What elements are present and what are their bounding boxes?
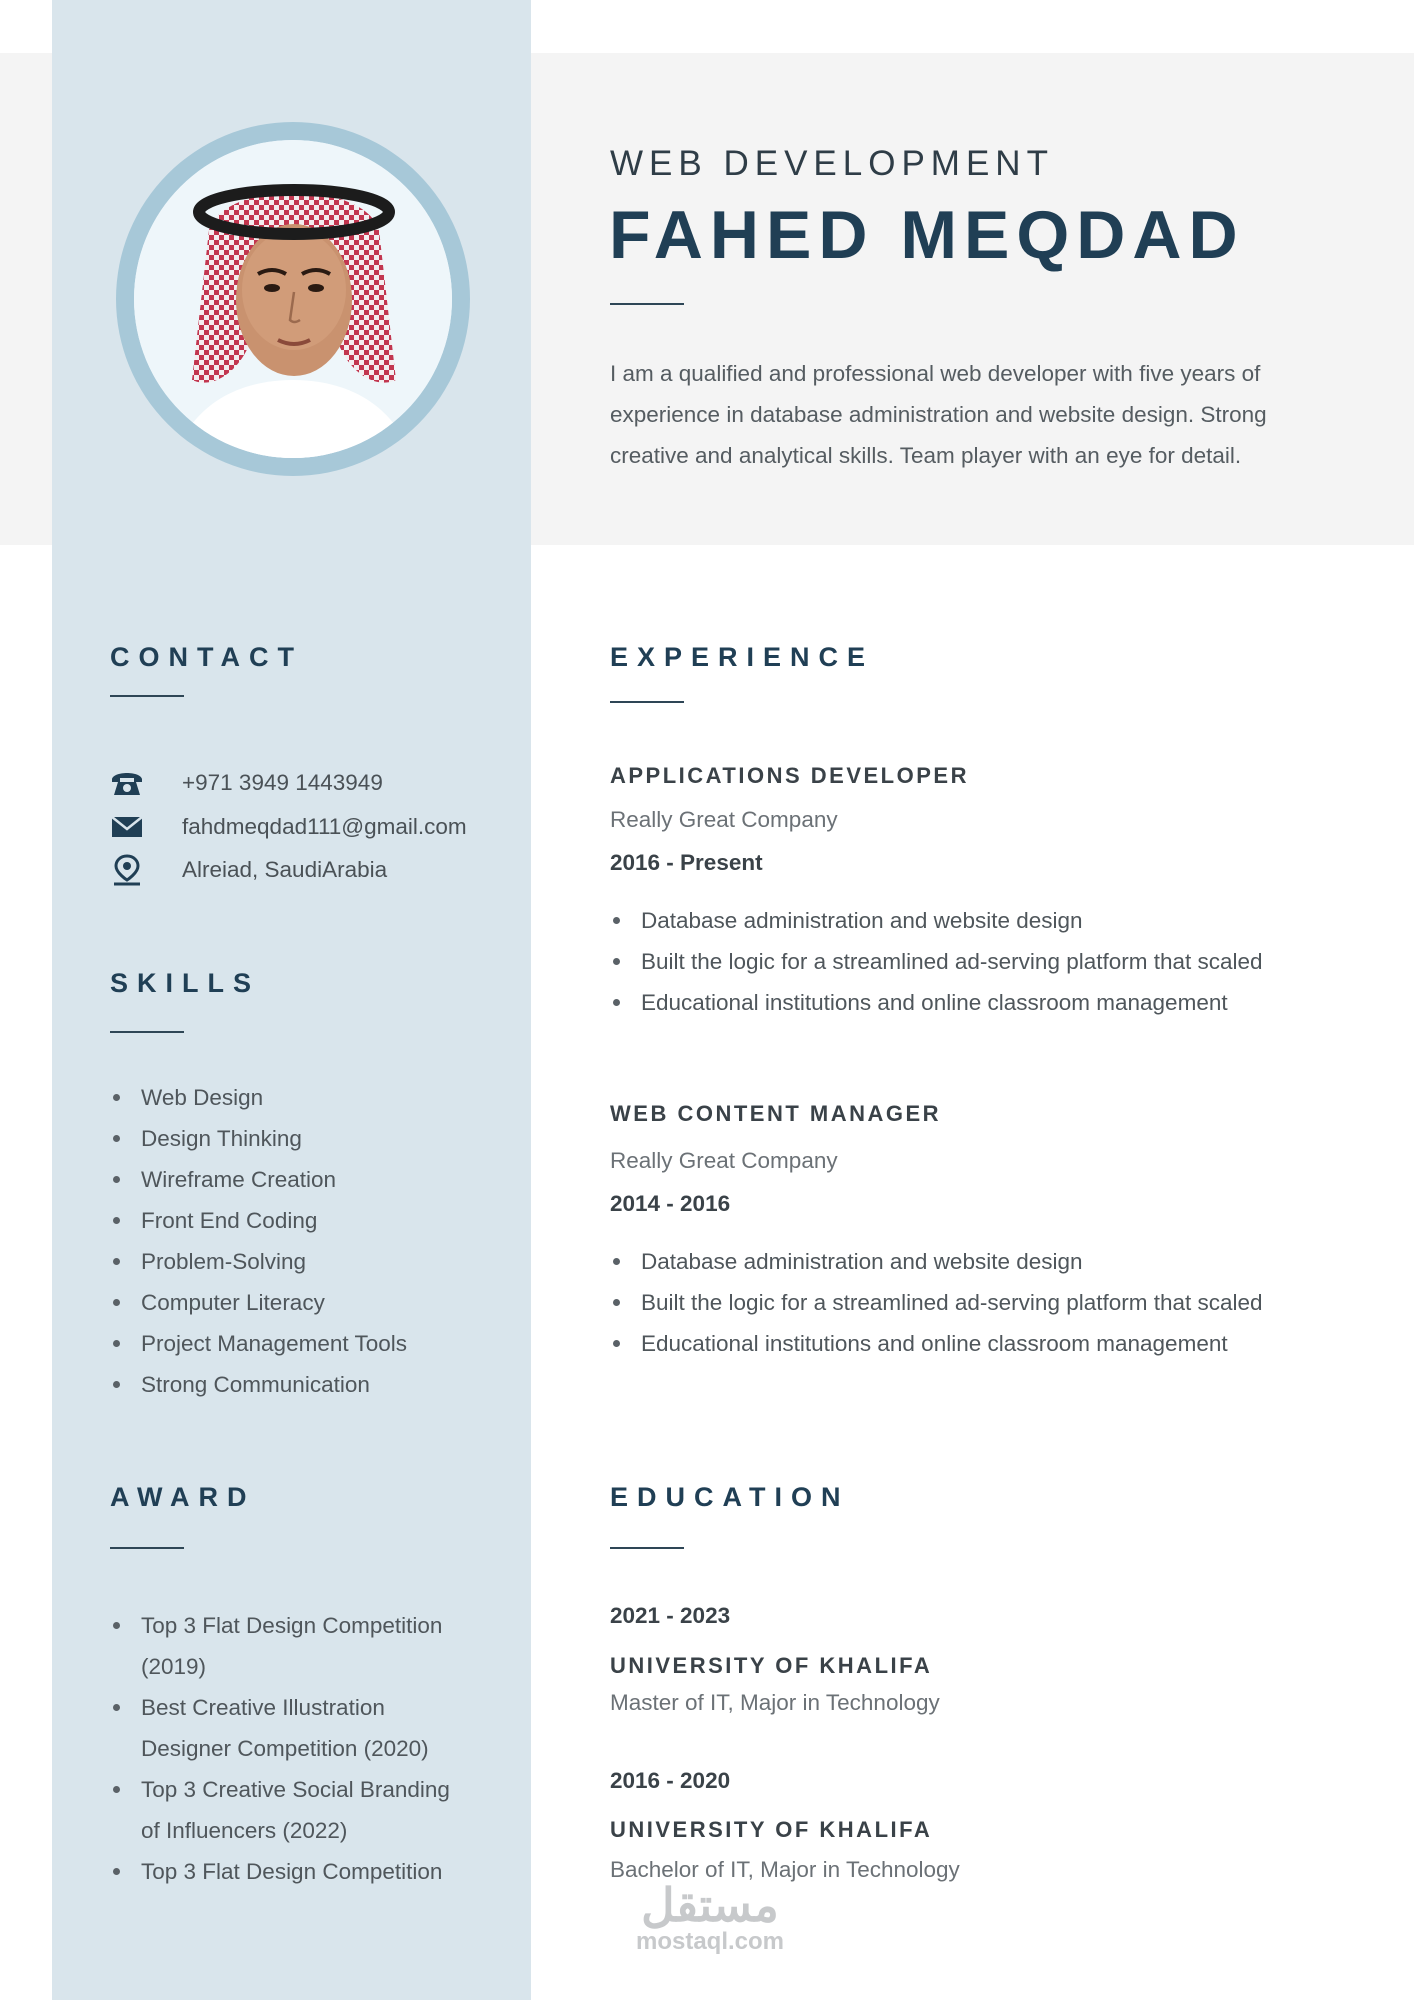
job-bullets-1 [610,900,1263,1023]
list-item: Educational institutions and online classroom management [610,1323,1263,1364]
list-item: Built the logic for a streamlined ad-serving platform that scaled [610,1282,1263,1323]
skills-list [110,1077,407,1405]
profile-photo [134,140,452,458]
contact-email [110,810,467,844]
education-heading: EDUCATION [610,1482,850,1512]
contact-location [110,853,387,887]
contact-divider [110,695,184,697]
list-item: Database administration and website design [610,900,1263,941]
award-list [110,1605,471,1892]
list-item: Design Thinking [110,1118,407,1159]
list-item: Top 3 Creative Social Branding of Influencers (2022) [110,1769,471,1851]
person-illustration [134,140,452,458]
experience-heading: EXPERIENCE [610,642,875,672]
phone-icon [110,768,144,798]
email-text[interactable]: fahdmeqdad111@gmail.com [182,814,467,839]
list-item: Top 3 Flat Design Competition [110,1851,471,1892]
skills-divider [110,1031,184,1033]
list-item: Project Management Tools [110,1323,407,1364]
location-text: Alreiad, SaudiArabia [182,857,388,882]
edu-years-1: 2021 - 2023 [610,1603,731,1628]
company-2: Really Great Company [610,1148,838,1173]
edu-degree-1: Master of IT, Major in Technology [610,1690,940,1715]
watermark-logo [620,1879,800,1956]
list-item: Strong Communication [110,1364,407,1405]
profile-photo-ring [116,122,470,476]
award-divider [110,1547,184,1549]
intro-paragraph: I am a qualified and professional web developer with five years of experience in database administration and website design. Strong creative and analytical skills. Team player with an eye for detail. [610,361,1267,468]
phone-text[interactable]: +971 3949 1443949 [182,770,383,795]
contact-heading: CONTACT [110,642,303,672]
edu-school-2: UNIVERSITY OF KHALIFA [610,1817,933,1842]
job-title-1: APPLICATIONS DEVELOPER [610,763,969,788]
full-name: FAHED MEQDAD [609,197,1245,273]
experience-divider [610,701,684,703]
list-item: Database administration and website design [610,1241,1263,1282]
name-divider [610,303,684,305]
list-item: Wireframe Creation [110,1159,407,1200]
award-heading: AWARD [110,1482,256,1512]
list-item: Web Design [110,1077,407,1118]
skills-heading: SKILLS [110,968,261,998]
job-years-1: 2016 - Present [610,850,763,875]
job-title-2: WEB CONTENT MANAGER [610,1101,942,1126]
watermark-latin: mostaql.com [635,1928,785,1955]
edu-years-2: 2016 - 2020 [610,1768,731,1793]
job-years-2: 2014 - 2016 [610,1191,731,1216]
list-item: Front End Coding [110,1200,407,1241]
company-1: Really Great Company [610,807,838,832]
watermark-arabic: مستقل [641,1879,779,1931]
email-icon [110,812,144,842]
job-subtitle: WEB DEVELOPMENT [610,144,1054,183]
education-divider [610,1547,684,1549]
edu-school-1: UNIVERSITY OF KHALIFA [610,1653,933,1678]
contact-phone [110,766,383,800]
list-item: Built the logic for a streamlined ad-serving platform that scaled [610,941,1263,982]
list-item: Educational institutions and online classroom management [610,982,1263,1023]
list-item: Computer Literacy [110,1282,407,1323]
job-bullets-2 [610,1241,1263,1364]
edu-degree-2: Bachelor of IT, Major in Technology [610,1857,960,1882]
location-icon [110,855,144,885]
list-item: Top 3 Flat Design Competition (2019) [110,1605,471,1687]
list-item: Problem-Solving [110,1241,407,1282]
list-item: Best Creative Illustration Designer Competition (2020) [110,1687,471,1769]
